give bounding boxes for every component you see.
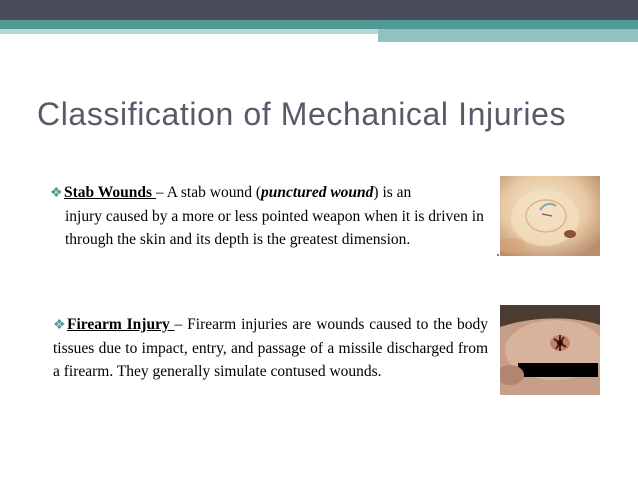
stab-wound-intro: – A stab wound ( — [155, 184, 261, 201]
firearm-injury-term: Firearm Injury — [67, 316, 175, 333]
diamond-bullet-icon: ❖ — [50, 186, 63, 201]
slide-title: Classification of Mechanical Injuries — [37, 96, 567, 132]
stab-wound-photo — [500, 176, 600, 256]
diamond-bullet-icon: ❖ — [53, 318, 66, 333]
stab-wound-term: Stab Wounds — [64, 184, 156, 201]
header-bar-teal-light-left — [0, 29, 378, 34]
stab-wound-intro-end: ) is an — [373, 184, 412, 201]
header-bar-teal — [0, 20, 638, 29]
stab-wound-definition: injury caused by a more or less pointed weapon when it is driven in through the skin and its depth is the greatest dimension. — [65, 208, 484, 248]
firearm-injury-paragraph — [53, 313, 488, 383]
stab-wound-paragraph — [50, 181, 490, 251]
header-bar-dark — [0, 0, 638, 20]
firearm-injury-definition: – Firearm injuries are wounds caused to the body tissues due to impact, entry, and passage of a missile discharged from a firearm. They generally simulate contused wounds. — [53, 316, 488, 380]
stab-wound-synonym: punctured wound — [260, 184, 374, 201]
header-bar-teal-light-right — [378, 29, 638, 42]
decorative-dot — [497, 254, 499, 256]
firearm-injury-photo — [500, 305, 600, 395]
